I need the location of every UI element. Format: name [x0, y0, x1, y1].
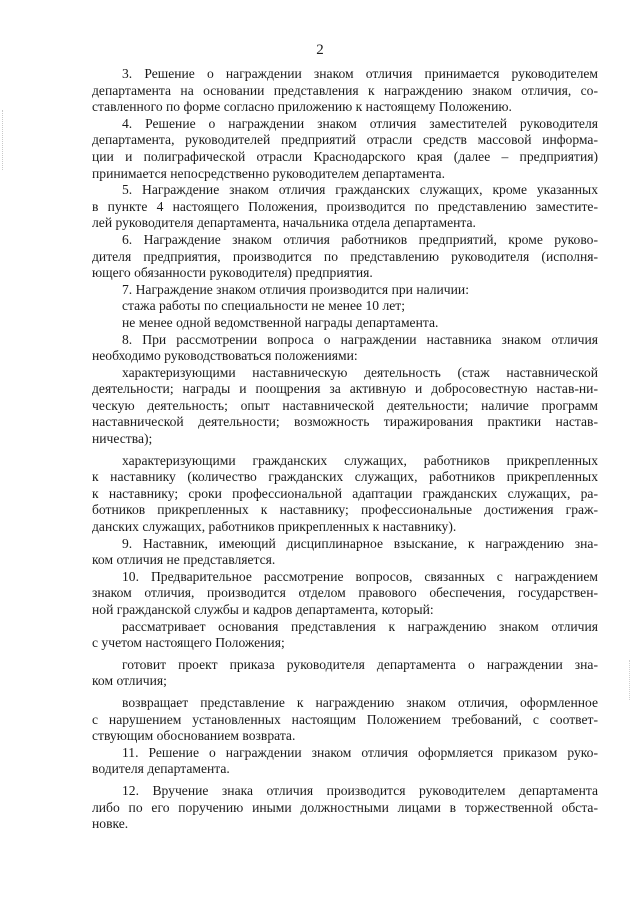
- text-line: 7. Награждение знаком отличия производится при наличии:: [122, 281, 469, 297]
- text-line: ком отличия;: [92, 673, 167, 689]
- text-line: возвращает представление к награждению знаком отличия, оформленное: [122, 694, 598, 710]
- paragraph-6: [92, 232, 598, 282]
- text-line: данских служащих, работников прикрепленных к наставнику).: [92, 519, 457, 535]
- paragraph-3: [92, 66, 598, 116]
- text-line: ющего обязанности руководителя) предприятия.: [92, 265, 373, 281]
- text-line: новке.: [92, 816, 129, 832]
- paragraph-10-item-3: [92, 695, 598, 745]
- text-line: наставнической деятельности; возможность тиражирования практики настав-: [92, 414, 598, 430]
- paragraph-8: [92, 332, 598, 365]
- paragraph-10: [92, 569, 598, 619]
- paragraph-8-item-2: [92, 453, 598, 536]
- text-line: к наставнику; сроки профессиональной адаптации гражданских служащих, ра-: [92, 485, 598, 501]
- text-line: ком отличия не представляется.: [92, 552, 276, 568]
- paragraph-4: [92, 116, 598, 182]
- scan-artifact: [629, 660, 634, 700]
- text-line: 11. Решение о награждении знаком отличия оформляется приказом руко-: [122, 744, 598, 760]
- paragraph-12: [92, 783, 598, 833]
- text-line: с нарушением установленных настоящим Положением требований, с соответ-: [92, 711, 598, 727]
- text-line: деятельности; награды и поощрения за активную и добросовестную настав-ни-: [92, 381, 598, 397]
- text-line: принимается непосредственно руководителем департамента.: [92, 165, 445, 181]
- paragraph-10-item-2: [92, 657, 598, 690]
- text-line: не менее одной ведомственной награды департамента.: [122, 314, 439, 330]
- text-line: либо по его поручению иными должностными лицами в торжественной обста-: [92, 799, 598, 815]
- text-line: дителя предприятия, производится по представлению руководителя (исполня-: [92, 248, 598, 264]
- text-line: ной гражданской службы и кадров департамента, который:: [92, 602, 434, 617]
- text-line: лей руководителя департамента, начальника отдела департамента.: [92, 215, 476, 231]
- scan-artifact: [2, 110, 9, 170]
- text-line: характеризующими наставническую деятельность (стаж наставнической: [122, 364, 598, 380]
- text-line: 10. Предварительное рассмотрение вопросов, связанных с награждением: [122, 568, 598, 584]
- paragraph-11: [92, 745, 598, 778]
- page-number: 2: [316, 42, 324, 58]
- text-line: к наставнику (количество гражданских служащих, работников прикрепленных: [92, 469, 598, 485]
- text-line: в пункте 4 настоящего Положения, производится по представлению заместите-: [92, 198, 598, 214]
- text-line: 9. Наставник, имеющий дисциплинарное взыскание, к награждению зна-: [122, 535, 598, 551]
- text-line: ставленного по форме согласно приложению к настоящему Положению.: [92, 99, 512, 115]
- text-line: готовит проект приказа руководителя департамента о награждении зна-: [122, 656, 598, 672]
- paragraph-5: [92, 182, 598, 232]
- text-line: 4. Решение о награждении знаком отличия заместителей руководителя: [122, 115, 598, 131]
- text-line: 6. Награждение знаком отличия работников предприятий, кроме руково-: [122, 231, 598, 247]
- document-body: [92, 66, 598, 833]
- text-line: 12. Вручение знака отличия производится руководителем департамента: [122, 782, 598, 798]
- text-line: ничества);: [92, 431, 153, 447]
- text-line: ботников прикрепленных к наставнику; профессиональные достижения граж-: [92, 502, 598, 518]
- text-line: департамента, руководителей предприятий отрасли средств массовой информа-: [92, 132, 598, 148]
- text-line: департамента на основании представления к награждению знаком отличия, со-: [92, 82, 598, 98]
- text-line: стажа работы по специальности не менее 10 лет;: [122, 298, 405, 314]
- paragraph-7: [92, 282, 598, 332]
- text-line: рассматривает основания представления к награждению знаком отличия: [122, 618, 598, 634]
- text-line: ции и полиграфической отрасли Краснодарского края (далее – предприятия): [92, 148, 598, 164]
- text-line: 8. При рассмотрении вопроса о награждении наставника знаком отличия: [122, 331, 598, 347]
- text-line: знаком отличия, производится отделом правового обеспечения, государствен-: [92, 585, 598, 601]
- paragraph-10-item-1: [92, 619, 598, 652]
- text-line: характеризующими гражданских служащих, работников прикрепленных: [122, 452, 598, 468]
- paragraph-8-item-1: [92, 365, 598, 448]
- text-line: водителя департамента.: [92, 761, 230, 777]
- text-line: ствующим обоснованием возврата.: [92, 728, 296, 744]
- text-line: с учетом настоящего Положения;: [92, 635, 285, 651]
- paragraph-9: [92, 536, 598, 569]
- text-line: 5. Награждение знаком отличия гражданских служащих, кроме указанных: [122, 182, 598, 198]
- text-line: ческую деятельность; опыт наставнической деятельности; наличие программ: [92, 397, 598, 413]
- text-line: 3. Решение о награждении знаком отличия принимается руководителем: [122, 66, 598, 81]
- text-line: необходимо руководствоваться положениями:: [92, 348, 358, 364]
